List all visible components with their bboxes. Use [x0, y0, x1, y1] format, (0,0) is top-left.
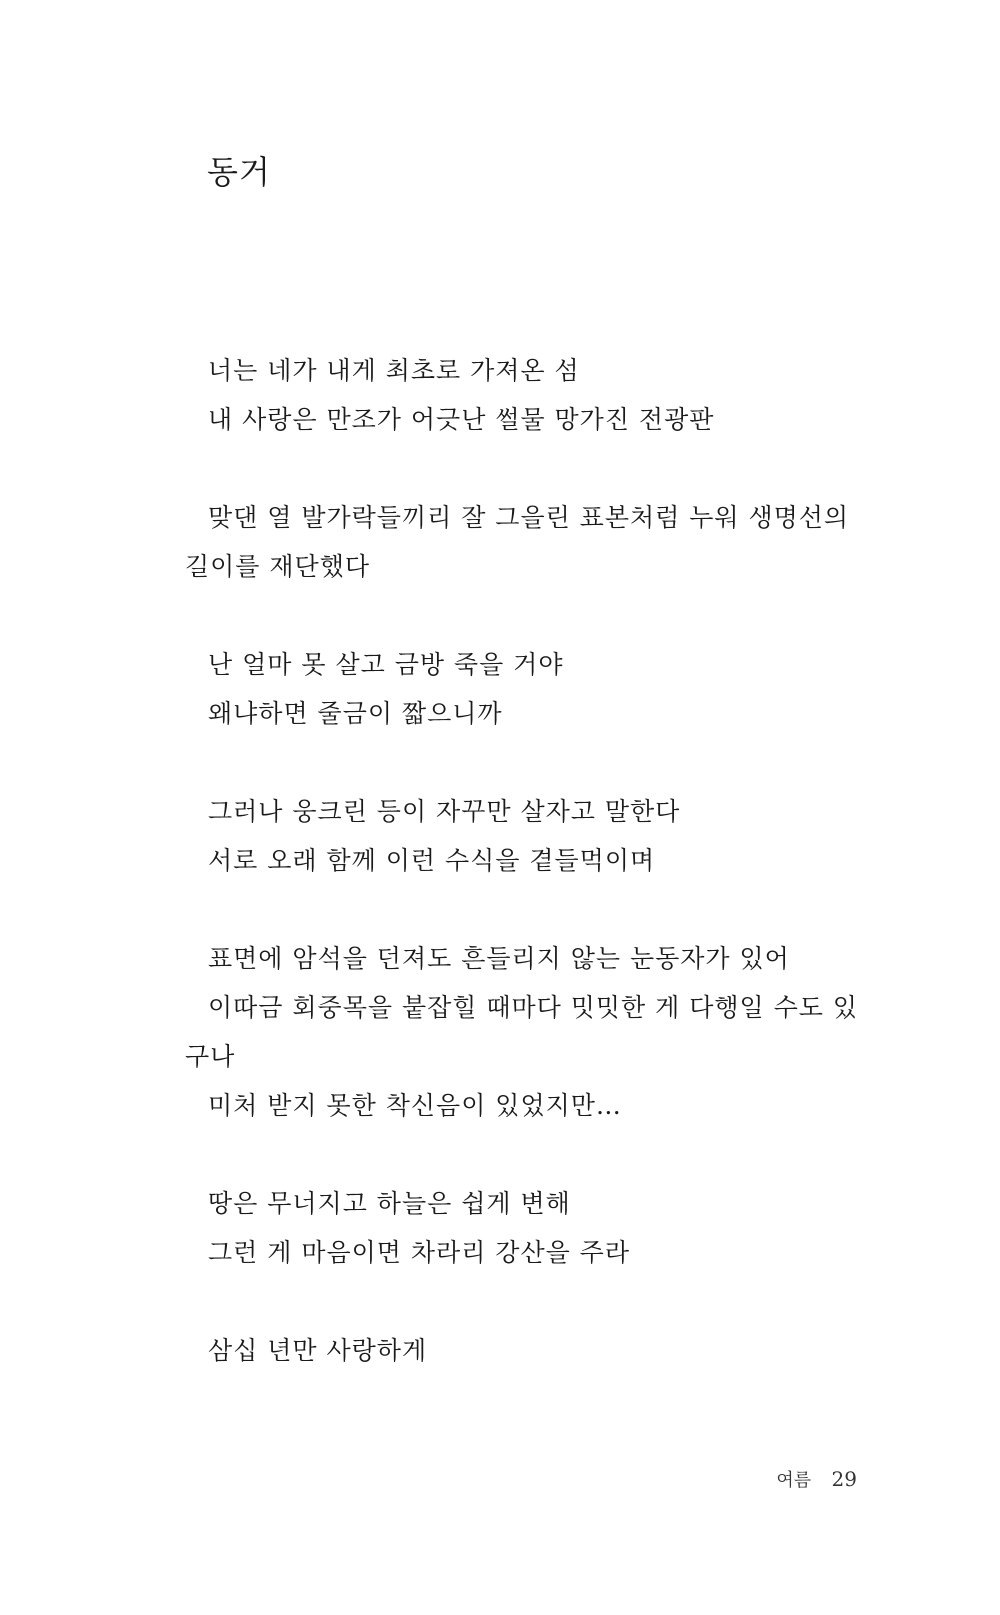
poem-body	[185, 346, 865, 1375]
stanza	[185, 934, 865, 1130]
poem-line: 너는 네가 내게 최초로 가져온 섬	[208, 356, 580, 385]
page-footer	[776, 1465, 857, 1495]
poem-line: 내 사랑은 만조가 어긋난 썰물 망가진 전광판	[208, 405, 715, 434]
poem-line: 맞댄 열 발가락들끼리 잘 그을린 표본처럼 누워 생명선의	[208, 503, 850, 532]
poem-line: 서로 오래 함께 이런 수식을 곁들먹이며	[208, 846, 656, 875]
poem-line: 미처 받지 못한 착신음이 있었지만…	[208, 1091, 622, 1120]
poem-title: 동거	[207, 153, 271, 191]
poem-line: 그러나 웅크린 등이 자꾸만 살자고 말한다	[208, 797, 681, 826]
stanza	[185, 493, 865, 591]
poem-line: 삼십 년만 사랑하게	[208, 1336, 428, 1365]
poem-line: 표면에 암석을 던져도 흔들리지 않는 눈동자가 있어	[208, 944, 790, 973]
section-name: 여름	[776, 1470, 812, 1491]
stanza	[185, 346, 865, 444]
poem-line: 왜냐하면 줄금이 짧으니까	[208, 699, 503, 728]
stanza	[185, 1179, 865, 1277]
stanza	[185, 640, 865, 738]
poem-line: 땅은 무너지고 하늘은 쉽게 변해	[208, 1189, 571, 1218]
poem-line: 그런 게 마음이면 차라리 강산을 주라	[208, 1238, 630, 1267]
page-number: 29	[831, 1467, 857, 1491]
poem-line: 난 얼마 못 살고 금방 죽을 거야	[208, 650, 564, 679]
stanza	[185, 787, 865, 885]
poem-line: 이따금 회중목을 붙잡힐 때마다 밋밋한 게 다행일 수도 있	[208, 993, 859, 1022]
stanza	[185, 1326, 865, 1375]
poem-line-continuation: 길이를 재단했다	[185, 552, 370, 581]
poem-line-continuation: 구나	[185, 1042, 236, 1071]
